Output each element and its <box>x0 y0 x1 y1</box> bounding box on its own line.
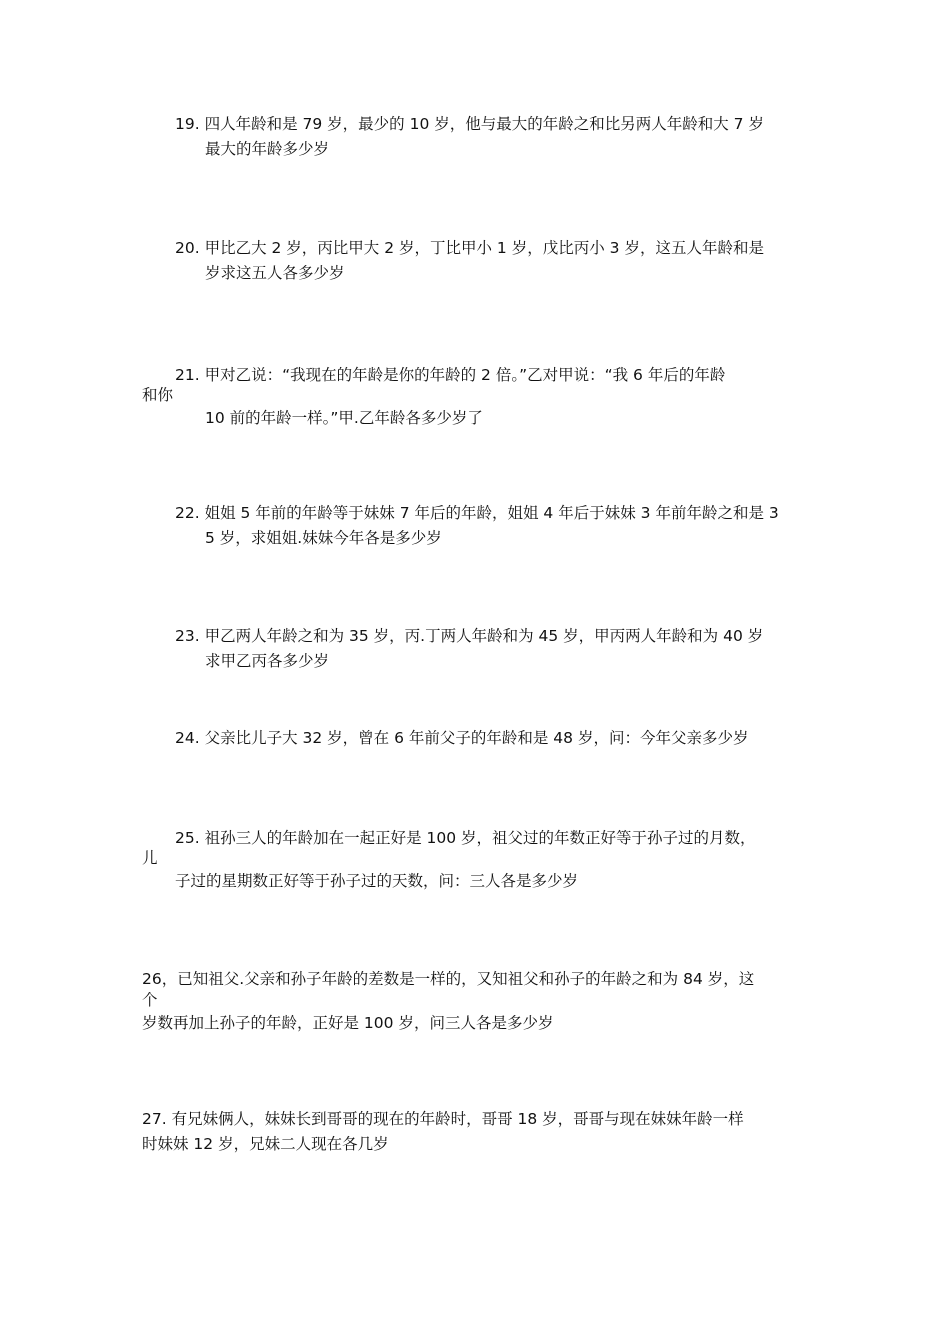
problem-21-line-2: 和你 <box>142 386 174 404</box>
problem-22-line-1: 22. 姐姐 5 年前的年龄等于妹妹 7 年后的年龄，姐姐 4 年后于妹妹 3 年前年龄之和是 3 <box>175 504 779 522</box>
problem-27-line-1: 27. 有兄妹俩人，妹妹长到哥哥的现在的年龄时，哥哥 18 岁，哥哥与现在妹妹年龄一样 <box>142 1110 744 1128</box>
problem-22-line-2: 5 岁，求姐姐.妹妹今年各是多少岁 <box>205 529 442 547</box>
problem-21-line-3: 10 前的年龄一样。”甲.乙年龄各多少岁了 <box>205 409 483 427</box>
problem-26-line-2: 个 <box>142 991 158 1009</box>
problem-25-line-1: 25. 祖孙三人的年龄加在一起正好是 100 岁，祖父过的年数正好等于孙子过的月数， <box>175 829 756 847</box>
problem-26-line-3: 岁数再加上孙子的年龄，正好是 100 岁，问三人各是多少岁 <box>142 1014 554 1032</box>
problem-25-line-3: 子过的星期数正好等于孙子过的天数，问：三人各是多少岁 <box>175 872 579 890</box>
problem-21-line-1: 21. 甲对乙说：“我现在的年龄是你的年龄的 2 倍。”乙对甲说：“我 6 年后的年龄 <box>175 366 726 384</box>
problem-25-line-2: 儿 <box>142 849 158 867</box>
problem-19-line-2: 最大的年龄多少岁 <box>205 140 330 158</box>
problem-23-line-2: 求甲乙丙各多少岁 <box>205 652 330 670</box>
problem-20-line-2: 岁求这五人各多少岁 <box>205 264 345 282</box>
problem-24-line-1: 24. 父亲比儿子大 32 岁，曾在 6 年前父子的年龄和是 48 岁，问：今年父亲多少岁 <box>175 729 749 747</box>
problem-23-line-1: 23. 甲乙两人年龄之和为 35 岁，丙.丁两人年龄和为 45 岁，甲丙两人年龄和为 40 岁 <box>175 627 764 645</box>
problem-19-line-1: 19. 四人年龄和是 79 岁，最少的 10 岁，他与最大的年龄之和比另两人年龄和大 7 岁 <box>175 115 764 133</box>
problem-20-line-1: 20. 甲比乙大 2 岁，丙比甲大 2 岁，丁比甲小 1 岁，戊比丙小 3 岁，这五人年龄和是 <box>175 239 764 257</box>
problem-26-line-1: 26，已知祖父.父亲和孙子年龄的差数是一样的，又知祖父和孙子的年龄之和为 84 岁，这 <box>142 970 755 988</box>
problem-27-line-2: 时妹妹 12 岁，兄妹二人现在各几岁 <box>142 1135 389 1153</box>
